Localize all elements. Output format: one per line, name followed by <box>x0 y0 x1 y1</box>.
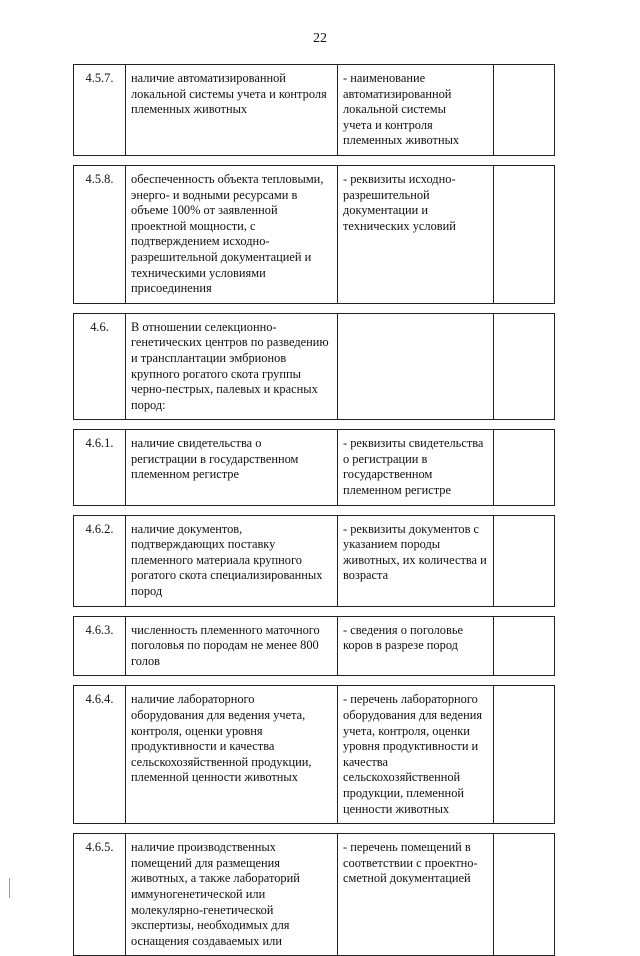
extra-cell <box>494 686 555 824</box>
row-gap <box>74 606 555 616</box>
document-cell: - реквизиты свидетельства о регистрации в государственном племенном регистре <box>338 430 494 505</box>
table-row <box>74 515 555 606</box>
extra-cell <box>494 834 555 956</box>
row-gap <box>74 155 555 165</box>
row-gap <box>74 824 555 834</box>
criterion-cell: обеспеченность объекта тепловыми, энерго- и водными ресурсами в объеме 100% от заявленной проектной мощности, с подтверждением исходно- разрешительной документацией и техническими условиями присоединения <box>126 165 338 303</box>
document-cell: - реквизиты документов с указанием породы животных, их количества и возраста <box>338 515 494 606</box>
criterion-cell: В отношении селекционно- генетических центров по разведению и трансплантации эмбрионов крупного рогатого скота группы черно-пестрых, палевых и красных пород: <box>126 313 338 420</box>
document-cell: - наименование автоматизированной локальной системы учета и контроля племенных животных <box>338 65 494 156</box>
document-cell <box>338 313 494 420</box>
requirements-table <box>73 64 555 956</box>
item-number: 4.6.1. <box>74 430 126 505</box>
table-row <box>74 165 555 303</box>
table-row <box>74 65 555 156</box>
criterion-cell: наличие производственных помещений для размещения животных, а также лабораторий иммуногенетической или молекулярно-генетической экспертизы, необходимых для оснащения создаваемых или <box>126 834 338 956</box>
scan-margin-mark <box>9 878 10 898</box>
document-cell: - сведения о поголовье коров в разрезе пород <box>338 616 494 676</box>
row-gap <box>74 676 555 686</box>
item-number: 4.6.5. <box>74 834 126 956</box>
criterion-cell: наличие лабораторного оборудования для ведения учета, контроля, оценки уровня продуктивности и качества сельскохозяйственной продукции, племенной ценности животных <box>126 686 338 824</box>
item-number: 4.6.2. <box>74 515 126 606</box>
row-gap <box>74 420 555 430</box>
table-row <box>74 616 555 676</box>
table-row <box>74 834 555 956</box>
item-number: 4.6.4. <box>74 686 126 824</box>
table-row <box>74 430 555 505</box>
item-number: 4.5.8. <box>74 165 126 303</box>
criterion-cell: численность племенного маточного поголовья по породам не менее 800 голов <box>126 616 338 676</box>
item-number: 4.6. <box>74 313 126 420</box>
document-cell: - перечень помещений в соответствии с проектно- сметной документацией <box>338 834 494 956</box>
extra-cell <box>494 515 555 606</box>
extra-cell <box>494 313 555 420</box>
table-row <box>74 686 555 824</box>
extra-cell <box>494 430 555 505</box>
row-gap <box>74 303 555 313</box>
table-row <box>74 313 555 420</box>
criterion-cell: наличие автоматизированной локальной системы учета и контроля племенных животных <box>126 65 338 156</box>
item-number: 4.5.7. <box>74 65 126 156</box>
item-number: 4.6.3. <box>74 616 126 676</box>
extra-cell <box>494 616 555 676</box>
row-gap <box>74 505 555 515</box>
document-cell: - перечень лабораторного оборудования для ведения учета, контроля, оценки уровня продуктивности и качества сельскохозяйственной продукции, племенной ценности животных <box>338 686 494 824</box>
criterion-cell: наличие свидетельства о регистрации в государственном племенном регистре <box>126 430 338 505</box>
extra-cell <box>494 165 555 303</box>
page-number: 22 <box>313 31 327 46</box>
document-cell: - реквизиты исходно- разрешительной документации и технических условий <box>338 165 494 303</box>
criterion-cell: наличие документов, подтверждающих поставку племенного материала крупного рогатого скота специализированных пород <box>126 515 338 606</box>
extra-cell <box>494 65 555 156</box>
